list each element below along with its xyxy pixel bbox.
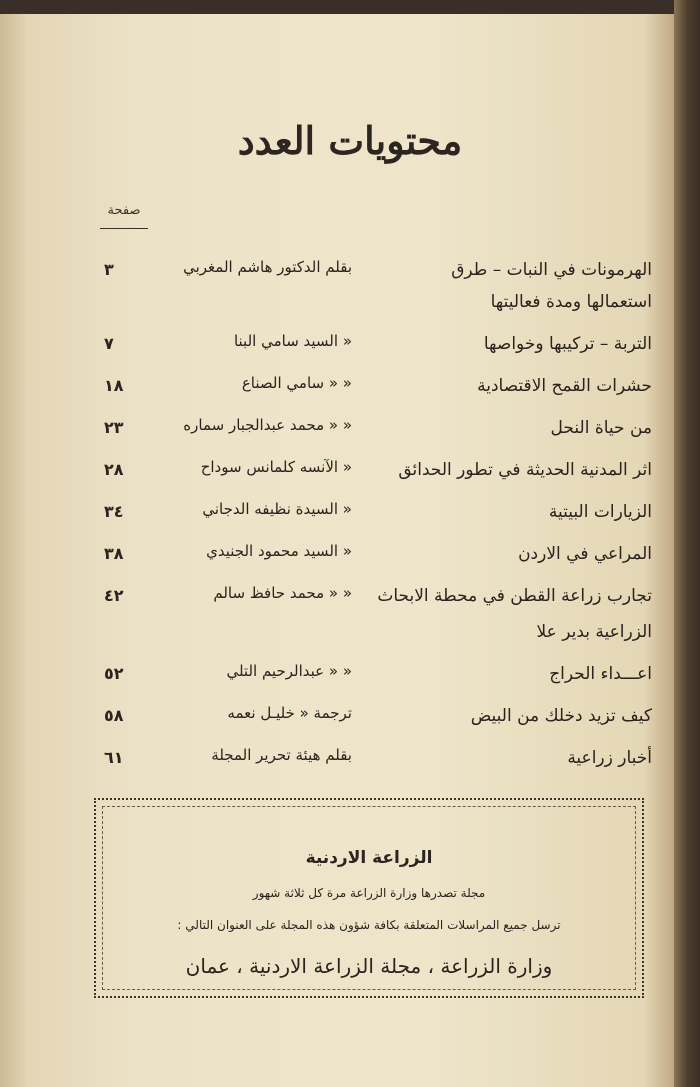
entry-title-continuation: استعمالها ومدة فعاليتها	[490, 292, 652, 312]
entry-author: « السيد محمود الجنيدي	[206, 542, 352, 560]
page-title: محتويات العدد	[237, 118, 463, 163]
entry-page: ١٨	[104, 376, 124, 395]
toc-entry	[100, 582, 652, 618]
entry-page: ٤٢	[104, 586, 124, 605]
publication-name: الزراعة الاردنية	[305, 848, 433, 868]
toc-entry	[100, 372, 652, 408]
entry-author: « السيد سامي البنا	[233, 332, 352, 350]
entry-author: « « محمد حافظ سالم	[213, 584, 352, 602]
entry-page: ٢٣	[104, 418, 124, 437]
entry-page: ٣	[104, 260, 114, 279]
entry-page: ٥٨	[104, 706, 124, 725]
entry-author: « « محمد عبدالجبار سماره	[183, 416, 352, 434]
entry-author: « الآنسه كلمانس سوداح	[200, 458, 352, 476]
page-column-rule	[100, 228, 148, 229]
entry-author: بقلم هيئة تحرير المجلة	[211, 746, 352, 764]
toc-entry	[100, 330, 652, 366]
toc-entry	[100, 744, 652, 780]
entry-title: من حياة النحل	[550, 418, 652, 438]
entry-page: ٦١	[104, 748, 124, 767]
publication-description: مجلة تصدرها وزارة الزراعة مرة كل ثلاثة شهور	[252, 886, 486, 900]
toc-entry	[100, 702, 652, 738]
toc-entry	[100, 660, 652, 696]
page-top-edge	[0, 0, 700, 14]
entry-title: حشرات القمح الاقتصادية	[477, 376, 652, 396]
publication-info-box	[94, 798, 644, 998]
entry-page: ٣٤	[104, 502, 124, 521]
entry-author: ترجمة « خليـل نعمه	[227, 704, 352, 722]
entry-author: « « سامي الصناع	[241, 374, 352, 392]
correspondence-note: ترسل جميع المراسلات المتعلقة بكافة شؤون هذه المجلة على العنوان التالي :	[177, 918, 561, 932]
entry-author: « « عبدالرحيم التلي	[226, 662, 352, 680]
toc-entry	[100, 414, 652, 450]
entry-title: الزيارات البيتية	[548, 502, 652, 522]
entry-title-continuation: الزراعية بدير علا	[536, 622, 652, 642]
mailing-address: وزارة الزراعة ، مجلة الزراعة الاردنية ، عمان	[185, 954, 553, 978]
toc-entry	[100, 540, 652, 576]
toc-entry	[100, 256, 652, 292]
entry-title: أخبار زراعية	[567, 748, 652, 768]
entry-page: ٧	[104, 334, 114, 353]
entry-title: اثر المدنية الحديثة في تطور الحدائق	[398, 460, 652, 480]
book-spine	[674, 0, 700, 1087]
entry-page: ٥٢	[104, 664, 124, 683]
entry-title: التربة – تركيبها وخواصها	[483, 334, 652, 354]
entry-title: المراعي في الاردن	[518, 544, 652, 564]
entry-title: الهرمونات في النبات – طرق	[451, 260, 652, 280]
entry-author: « السيدة نظيفه الدجاني	[202, 500, 352, 518]
toc-entry	[100, 456, 652, 492]
entry-page: ٢٨	[104, 460, 124, 479]
page-column-label: صفحة	[107, 203, 141, 218]
entry-page: ٣٨	[104, 544, 124, 563]
entry-title: اعـــداء الحراج	[549, 664, 652, 684]
entry-title: كيف تزيد دخلك من البيض	[470, 706, 652, 726]
entry-author: بقلم الدكتور هاشم المغربي	[183, 258, 352, 276]
toc-entry	[100, 498, 652, 534]
entry-title: تجارب زراعة القطن في محطة الابحاث	[377, 586, 652, 606]
